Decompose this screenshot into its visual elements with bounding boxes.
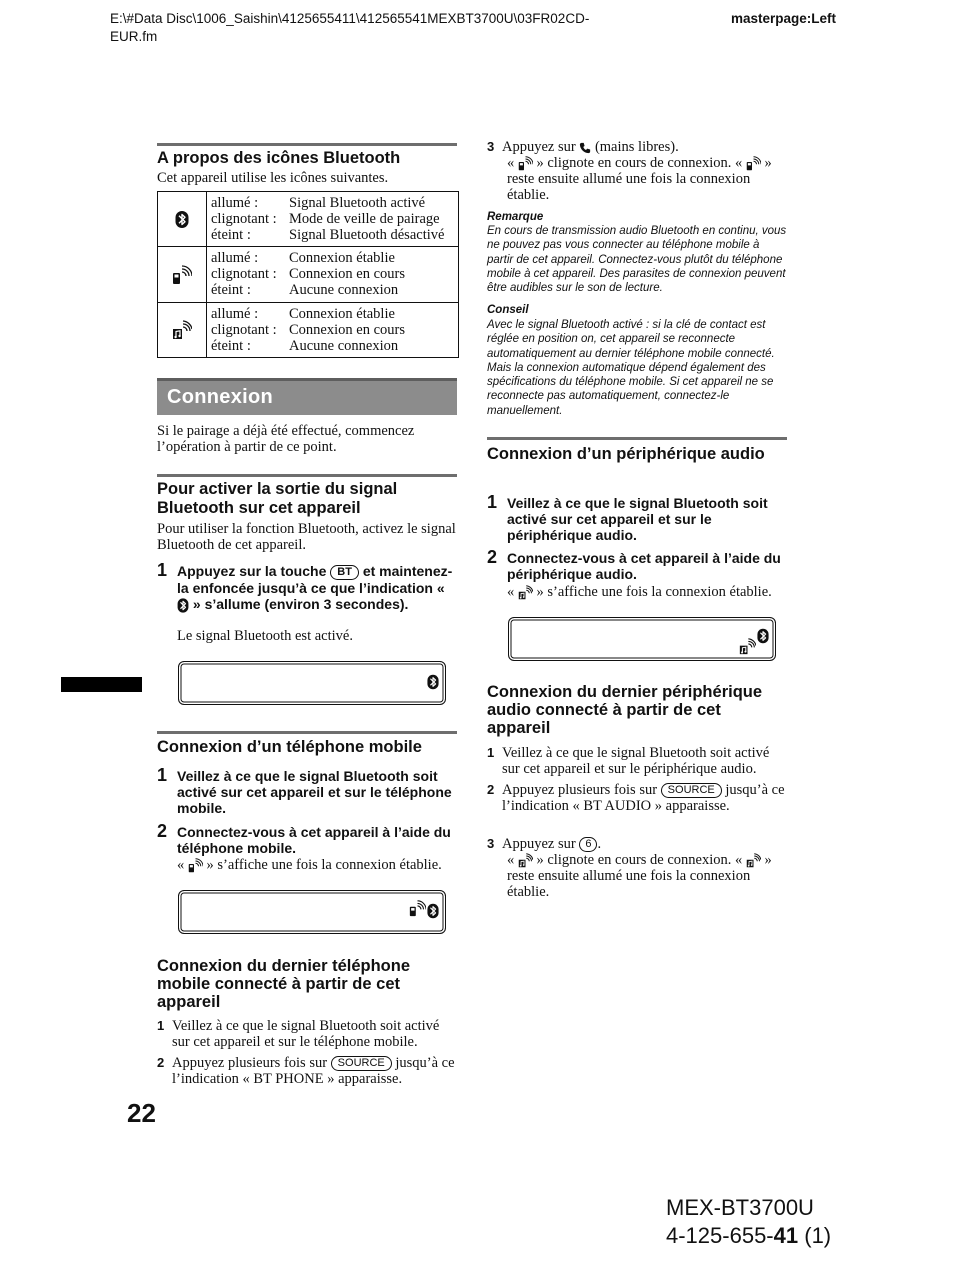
state-text: Signal Bluetooth activé	[289, 195, 426, 211]
quote-open: «	[507, 584, 515, 600]
phone-step-2-result	[177, 857, 442, 873]
step-text: Appuyez sur la touche	[177, 563, 327, 579]
last-phone-step-3	[502, 139, 788, 155]
phone-connection-icon	[172, 265, 192, 285]
state-text: Mode de veille de pairage	[289, 211, 440, 227]
icon-cell	[158, 192, 207, 247]
step-text: et maintenez-la enfoncée jusqu’à ce que l’indication «	[177, 563, 453, 596]
icon-cell	[158, 247, 207, 303]
state-text: Connexion établie	[289, 250, 395, 266]
lcd-display-bluetooth	[178, 661, 446, 705]
audio-step-2: Connectez-vous à cet appareil à l’aide du périphérique audio.	[507, 550, 781, 582]
audio-step-1: Veillez à ce que le signal Bluetooth soit activé sur cet appareil et sur le périphérique audio.	[507, 495, 768, 543]
audio-connection-icon	[172, 320, 192, 340]
quote-open: «	[177, 857, 185, 873]
section-rule	[157, 731, 457, 734]
phone-connection-icon	[409, 900, 426, 917]
phone-section-title: Connexion d’un téléphone mobile	[157, 738, 422, 756]
state-cell	[207, 303, 459, 358]
source-button: SOURCE	[661, 783, 722, 798]
last-audio-step-3	[502, 836, 788, 852]
part-code	[666, 1222, 831, 1250]
state-label: allumé :	[211, 250, 259, 266]
last-audio-section-title: Connexion du dernier périphérique audio connecté à partir de cet appareil	[487, 683, 763, 737]
phone-connection-icon	[518, 156, 533, 171]
bt-button: BT	[330, 565, 359, 580]
result-text: » s’affiche une fois la connexion établie.	[206, 857, 442, 873]
bluetooth-icon	[177, 598, 189, 613]
lcd-display-phone	[178, 890, 446, 934]
state-text: Aucune connexion	[289, 282, 399, 298]
state-label: clignotant :	[211, 322, 277, 338]
result-text: » s’affiche une fois la connexion établie.	[536, 584, 772, 600]
step-number: 2	[487, 547, 498, 567]
step-number: 2	[157, 821, 168, 841]
file-path-header	[110, 10, 589, 46]
step-number: 1	[157, 1018, 165, 1033]
button-6: 6	[579, 837, 597, 852]
last-audio-step-3-detail	[507, 852, 789, 900]
activate-step-1	[177, 563, 459, 613]
remarque-text: En cours de transmission audio Bluetooth en continu, vous ne pouvez pas vous connecter au téléphone mobile à partir de cet appareil. Connectez-vous plutôt du téléphone mobile à cet appareil. Des parasites de connexion peuvent être audibles sur le son de lecture.	[487, 225, 787, 295]
step-text: » clignote en cours de connexion. «	[536, 155, 743, 171]
masterpage-label: masterpage:Left	[731, 11, 837, 26]
bluetooth-icon	[757, 628, 769, 644]
lcd-display-audio	[508, 617, 776, 661]
step-text: Appuyez plusieurs fois sur	[172, 1055, 328, 1071]
step-number: 1	[157, 765, 168, 785]
audio-connection-icon	[518, 585, 533, 600]
step-text: » clignote en cours de connexion. «	[536, 852, 743, 868]
step-text: Appuyez plusieurs fois sur	[502, 782, 658, 798]
last-audio-step-1: Veillez à ce que le signal Bluetooth soit activé sur cet appareil et sur le périphérique audio.	[502, 745, 770, 777]
step-number: 1	[157, 560, 168, 580]
step-number: 3	[487, 836, 495, 851]
table-row	[158, 192, 459, 247]
audio-connection-icon	[746, 853, 761, 868]
state-text: Connexion en cours	[289, 322, 405, 338]
state-label: éteint :	[211, 338, 251, 354]
connexion-intro: Si le pairage a déjà été effectué, commencez l’opération à partir de ce point.	[157, 423, 415, 455]
state-label: éteint :	[211, 282, 251, 298]
phone-step-2: Connectez-vous à cet appareil à l’aide du téléphone mobile.	[177, 824, 451, 856]
audio-connection-icon	[739, 638, 756, 655]
last-phone-step-1: Veillez à ce que le signal Bluetooth soit activé sur cet appareil et sur le téléphone mobile.	[172, 1018, 440, 1050]
step-text: » reste ensuite allumé une fois la connexion établie.	[507, 155, 772, 204]
step-number: 1	[487, 492, 498, 512]
step-number: 3	[487, 139, 495, 154]
quote-open: «	[507, 852, 515, 868]
step-text: jusqu’à ce l’indication « BT PHONE » apparaisse.	[172, 1055, 455, 1087]
table-row	[158, 303, 459, 358]
last-phone-section-title: Connexion du dernier téléphone mobile connecté à partir de cet appareil	[157, 957, 411, 1011]
state-label: allumé :	[211, 195, 259, 211]
part-code-suffix: (1)	[798, 1223, 832, 1248]
state-label: clignotant :	[211, 266, 277, 282]
state-cell	[207, 192, 459, 247]
icons-section-title: A propos des icônes Bluetooth	[157, 149, 401, 167]
phone-connection-icon	[188, 858, 203, 873]
quote-open: «	[507, 155, 515, 171]
connexion-banner	[157, 378, 457, 415]
bluetooth-icons-table	[157, 191, 459, 358]
side-tab-marker	[61, 677, 142, 692]
bluetooth-icon	[427, 903, 439, 919]
last-audio-step-2	[502, 782, 788, 814]
step-number: 1	[487, 745, 495, 760]
handset-icon	[579, 142, 591, 154]
step-text: Appuyez sur	[502, 836, 576, 852]
bluetooth-icon	[427, 674, 439, 690]
remarque-title: Remarque	[487, 211, 544, 223]
step-number: 2	[157, 1055, 165, 1070]
file-path-line-2: EUR.fm	[110, 29, 158, 44]
section-rule	[487, 437, 787, 440]
state-text: Signal Bluetooth désactivé	[289, 227, 445, 243]
step-number: 2	[487, 782, 495, 797]
page-number: 22	[127, 1098, 156, 1128]
icon-cell	[158, 303, 207, 358]
activate-section-title: Pour activer la sortie du signal Bluetooth sur cet appareil	[157, 480, 398, 517]
audio-connection-icon	[518, 853, 533, 868]
state-cell	[207, 247, 459, 303]
state-label: éteint :	[211, 227, 251, 243]
state-text: Connexion en cours	[289, 266, 405, 282]
model-number: MEX-BT3700U	[666, 1195, 814, 1220]
state-label: clignotant :	[211, 211, 277, 227]
icons-section-intro: Cet appareil utilise les icônes suivantes.	[157, 170, 389, 186]
bluetooth-icon	[175, 210, 189, 229]
phone-connection-icon	[746, 156, 761, 171]
last-phone-step-2	[172, 1055, 458, 1087]
source-button: SOURCE	[331, 1056, 392, 1071]
step-text: » s’allume (environ 3 secondes).	[192, 596, 409, 612]
phone-step-1: Veillez à ce que le signal Bluetooth soit activé sur cet appareil et sur le téléphone mobile.	[177, 768, 452, 816]
conseil-text: Avec le signal Bluetooth activé : si la clé de contact est réglée en position on, cet appareil se reconnecte automatiquement au dernier téléphone mobile connecté. Mais la connexion automatique dépend également des spécifications du téléphone mobile. Si cet appareil ne se reconnecte pas automatiquement, connectez-le manuellement.	[487, 319, 775, 417]
conseil-title: Conseil	[487, 304, 529, 316]
activate-intro: Pour utiliser la fonction Bluetooth, activez le signal Bluetooth de cet appareil.	[157, 521, 456, 553]
step-text: jusqu’à ce l’indication « BT AUDIO » apparaisse.	[502, 782, 785, 814]
state-text: Connexion établie	[289, 306, 395, 322]
part-code-prefix: 4-125-655-	[666, 1223, 774, 1248]
audio-section-title: Connexion d’un périphérique audio	[487, 445, 765, 463]
period: .	[597, 836, 602, 852]
part-code-bold: 41	[773, 1223, 799, 1248]
file-path-line-1: E:\#Data Disc\1006_Saishin\4125655411\412565541MEXBT3700U\03FR02CD-	[110, 11, 590, 26]
audio-step-2-result	[507, 584, 772, 600]
section-rule	[157, 474, 457, 477]
step-text: Appuyez sur	[502, 139, 576, 155]
last-phone-step-3-detail	[507, 155, 789, 203]
section-rule	[157, 143, 457, 146]
state-text: Aucune connexion	[289, 338, 399, 354]
step-text: » reste ensuite allumé une fois la connexion établie.	[507, 852, 772, 901]
step-text: (mains libres).	[594, 139, 679, 155]
activate-step-1-result: Le signal Bluetooth est activé.	[177, 628, 353, 644]
state-label: allumé :	[211, 306, 259, 322]
connexion-banner-title: Connexion	[167, 386, 274, 408]
table-row	[158, 247, 459, 303]
